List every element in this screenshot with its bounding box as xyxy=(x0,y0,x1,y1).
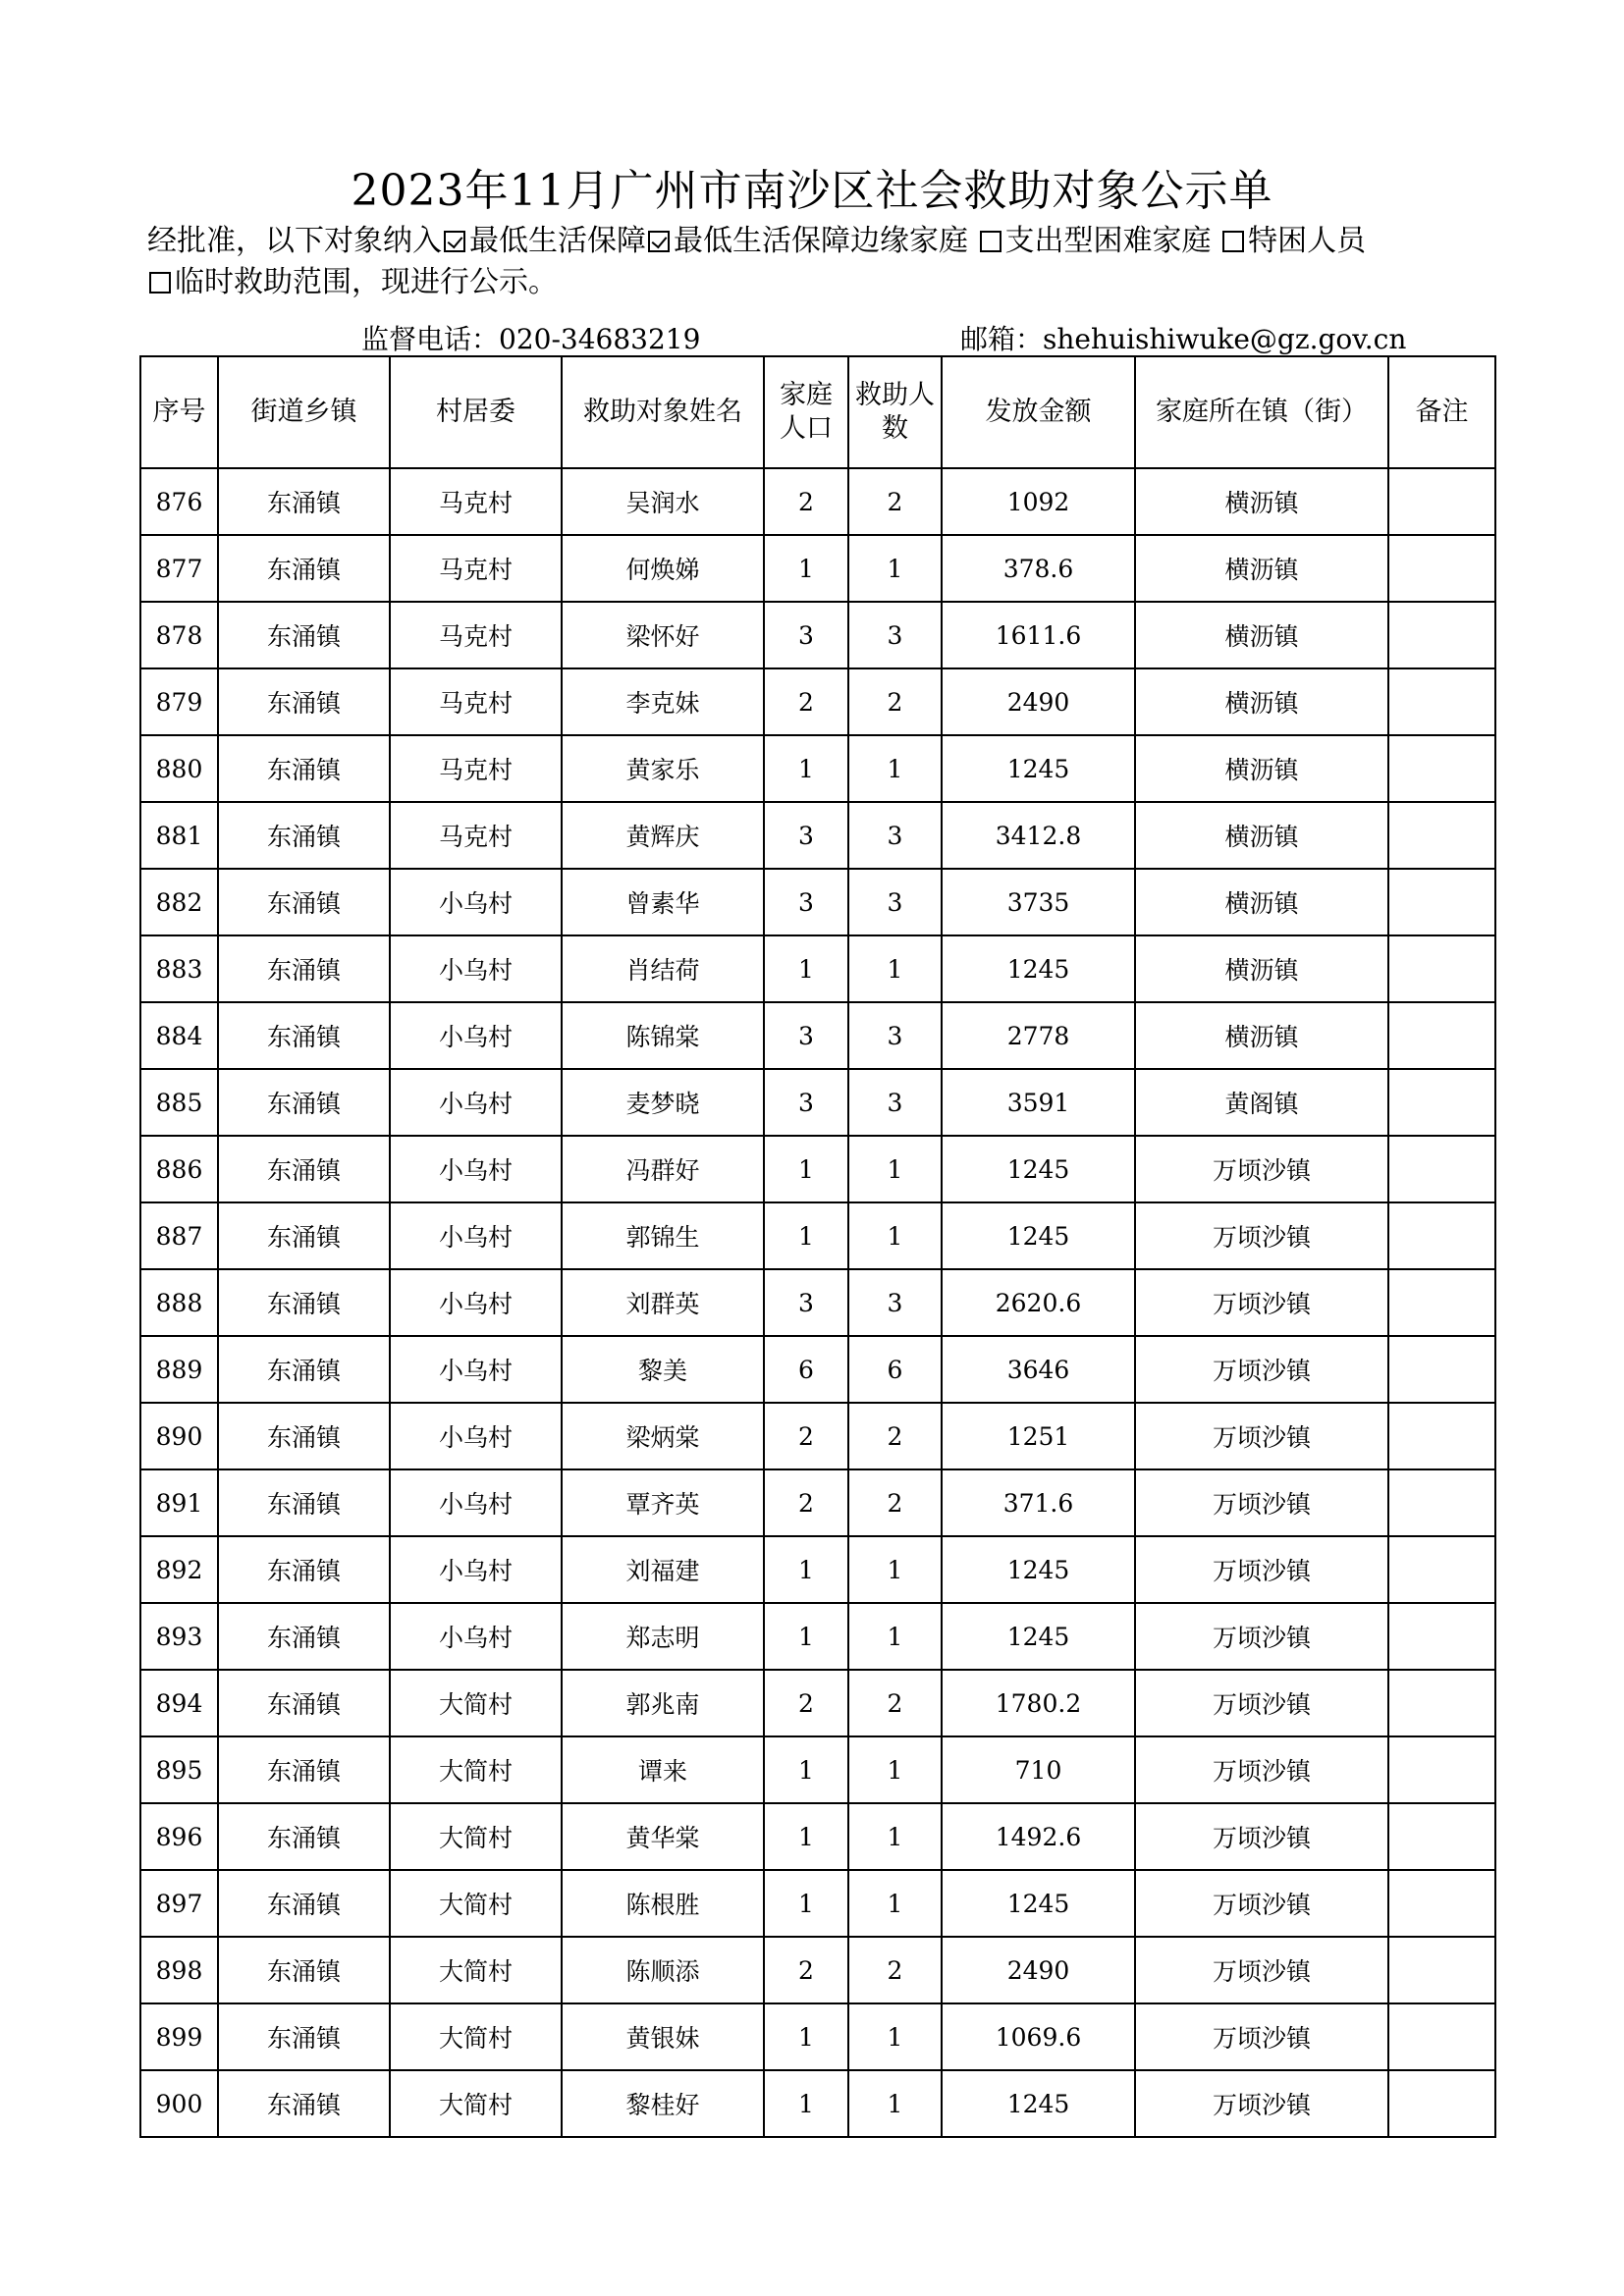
cell-remarks xyxy=(1388,1202,1495,1269)
cell-subdistrict: 东涌镇 xyxy=(218,1336,390,1403)
cell-recipient-name: 陈根胜 xyxy=(562,1870,764,1937)
cell-subdistrict: 东涌镇 xyxy=(218,1269,390,1336)
cell-recipient-name: 黄银妹 xyxy=(562,2003,764,2070)
cell-remarks xyxy=(1388,1136,1495,1202)
cell-aided-count: 1 xyxy=(848,935,942,1002)
cell-amount: 1245 xyxy=(942,935,1135,1002)
header-home-town: 家庭所在镇（街） xyxy=(1135,356,1388,468)
cell-home-town: 万顷沙镇 xyxy=(1135,1403,1388,1469)
header-aided-count: 救助人 数 xyxy=(848,356,942,468)
cell-subdistrict: 东涌镇 xyxy=(218,1937,390,2003)
cell-subdistrict: 东涌镇 xyxy=(218,1870,390,1937)
cell-serial: 890 xyxy=(140,1403,218,1469)
cell-household-size: 3 xyxy=(764,1002,848,1069)
cell-subdistrict: 东涌镇 xyxy=(218,735,390,802)
cell-remarks xyxy=(1388,1870,1495,1937)
cell-serial: 881 xyxy=(140,802,218,869)
cell-amount: 378.6 xyxy=(942,535,1135,602)
cell-aided-count: 1 xyxy=(848,1202,942,1269)
table-row xyxy=(140,1937,1495,2003)
table-row xyxy=(140,668,1495,735)
cell-remarks xyxy=(1388,468,1495,535)
cell-remarks xyxy=(1388,1937,1495,2003)
cell-subdistrict: 东涌镇 xyxy=(218,869,390,935)
cell-aided-count: 2 xyxy=(848,1469,942,1536)
cell-subdistrict: 东涌镇 xyxy=(218,602,390,668)
cell-village: 小乌村 xyxy=(390,1469,562,1536)
cell-household-size: 1 xyxy=(764,935,848,1002)
cell-subdistrict: 东涌镇 xyxy=(218,1136,390,1202)
header-remarks: 备注 xyxy=(1388,356,1495,468)
cell-village: 小乌村 xyxy=(390,869,562,935)
header-village: 村居委 xyxy=(390,356,562,468)
cell-amount: 1092 xyxy=(942,468,1135,535)
cell-remarks xyxy=(1388,1736,1495,1803)
cell-amount: 3735 xyxy=(942,869,1135,935)
cell-recipient-name: 黄华棠 xyxy=(562,1803,764,1870)
cell-home-town: 万顷沙镇 xyxy=(1135,1469,1388,1536)
cell-amount: 1245 xyxy=(942,1202,1135,1269)
cell-subdistrict: 东涌镇 xyxy=(218,1603,390,1670)
cell-home-town: 横沥镇 xyxy=(1135,802,1388,869)
cell-serial: 886 xyxy=(140,1136,218,1202)
cell-subdistrict: 东涌镇 xyxy=(218,1536,390,1603)
cell-village: 马克村 xyxy=(390,735,562,802)
cell-home-town: 万顷沙镇 xyxy=(1135,2003,1388,2070)
cell-remarks xyxy=(1388,2070,1495,2137)
intro-item-label: 支出型困难家庭 xyxy=(1004,224,1212,258)
cell-village: 小乌村 xyxy=(390,1603,562,1670)
cell-remarks xyxy=(1388,1670,1495,1736)
cell-amount: 1245 xyxy=(942,1603,1135,1670)
cell-household-size: 3 xyxy=(764,1269,848,1336)
cell-recipient-name: 黎桂好 xyxy=(562,2070,764,2137)
cell-aided-count: 1 xyxy=(848,535,942,602)
cell-serial: 884 xyxy=(140,1002,218,1069)
checkbox-icon-special-hardship xyxy=(1222,231,1244,252)
cell-village: 小乌村 xyxy=(390,1269,562,1336)
cell-serial: 888 xyxy=(140,1269,218,1336)
table-row xyxy=(140,1536,1495,1603)
table-row xyxy=(140,1136,1495,1202)
cell-remarks xyxy=(1388,869,1495,935)
cell-aided-count: 1 xyxy=(848,1603,942,1670)
cell-home-town: 万顷沙镇 xyxy=(1135,1269,1388,1336)
table-row xyxy=(140,935,1495,1002)
cell-remarks xyxy=(1388,1403,1495,1469)
table-row xyxy=(140,1336,1495,1403)
cell-serial: 878 xyxy=(140,602,218,668)
table-row xyxy=(140,1269,1495,1336)
cell-village: 马克村 xyxy=(390,802,562,869)
table-row xyxy=(140,1803,1495,1870)
table-row xyxy=(140,735,1495,802)
cell-recipient-name: 黎美 xyxy=(562,1336,764,1403)
cell-amount: 1245 xyxy=(942,735,1135,802)
cell-recipient-name: 梁怀好 xyxy=(562,602,764,668)
page-title: 2023年11月广州市南沙区社会救助对象公示单 xyxy=(351,166,1273,216)
cell-aided-count: 1 xyxy=(848,1536,942,1603)
cell-village: 小乌村 xyxy=(390,1136,562,1202)
table-row xyxy=(140,869,1495,935)
cell-home-town: 万顷沙镇 xyxy=(1135,1136,1388,1202)
cell-aided-count: 1 xyxy=(848,2070,942,2137)
table-row xyxy=(140,2070,1495,2137)
cell-remarks xyxy=(1388,802,1495,869)
cell-household-size: 1 xyxy=(764,1870,848,1937)
cell-aided-count: 3 xyxy=(848,1269,942,1336)
cell-household-size: 2 xyxy=(764,468,848,535)
table-row xyxy=(140,1069,1495,1136)
intro-line-2 xyxy=(147,263,1502,302)
cell-home-town: 万顷沙镇 xyxy=(1135,1603,1388,1670)
cell-household-size: 1 xyxy=(764,1803,848,1870)
cell-subdistrict: 东涌镇 xyxy=(218,1803,390,1870)
cell-amount: 2620.6 xyxy=(942,1269,1135,1336)
table-row xyxy=(140,802,1495,869)
cell-serial: 879 xyxy=(140,668,218,735)
aid-recipients-table xyxy=(139,355,1496,2138)
table-header-row xyxy=(140,356,1495,468)
cell-village: 大简村 xyxy=(390,1736,562,1803)
cell-household-size: 1 xyxy=(764,1136,848,1202)
cell-serial: 887 xyxy=(140,1202,218,1269)
cell-serial: 899 xyxy=(140,2003,218,2070)
cell-home-town: 横沥镇 xyxy=(1135,668,1388,735)
cell-household-size: 3 xyxy=(764,869,848,935)
cell-amount: 3591 xyxy=(942,1069,1135,1136)
cell-village: 小乌村 xyxy=(390,1336,562,1403)
cell-amount: 1245 xyxy=(942,1536,1135,1603)
cell-serial: 877 xyxy=(140,535,218,602)
cell-recipient-name: 郭兆南 xyxy=(562,1670,764,1736)
cell-subdistrict: 东涌镇 xyxy=(218,1403,390,1469)
cell-recipient-name: 覃齐英 xyxy=(562,1469,764,1536)
cell-household-size: 2 xyxy=(764,1469,848,1536)
intro-item-label: 最低生活保障 xyxy=(469,224,646,258)
cell-serial: 895 xyxy=(140,1736,218,1803)
checkbox-icon-minimum-living xyxy=(444,231,465,252)
cell-recipient-name: 李克妹 xyxy=(562,668,764,735)
intro-item-label: 特困人员 xyxy=(1248,224,1367,258)
cell-subdistrict: 东涌镇 xyxy=(218,1002,390,1069)
cell-home-town: 黄阁镇 xyxy=(1135,1069,1388,1136)
cell-recipient-name: 陈顺添 xyxy=(562,1937,764,2003)
cell-remarks xyxy=(1388,668,1495,735)
cell-household-size: 2 xyxy=(764,668,848,735)
cell-subdistrict: 东涌镇 xyxy=(218,802,390,869)
cell-amount: 1492.6 xyxy=(942,1803,1135,1870)
cell-aided-count: 2 xyxy=(848,1937,942,2003)
cell-recipient-name: 黄辉庆 xyxy=(562,802,764,869)
cell-serial: 900 xyxy=(140,2070,218,2137)
intro-item-label: 最低生活保障边缘家庭 xyxy=(674,224,968,258)
cell-subdistrict: 东涌镇 xyxy=(218,535,390,602)
cell-household-size: 6 xyxy=(764,1336,848,1403)
table-row xyxy=(140,2003,1495,2070)
cell-serial: 880 xyxy=(140,735,218,802)
cell-aided-count: 2 xyxy=(848,1670,942,1736)
cell-village: 小乌村 xyxy=(390,1202,562,1269)
cell-remarks xyxy=(1388,1002,1495,1069)
cell-remarks xyxy=(1388,935,1495,1002)
cell-remarks xyxy=(1388,1603,1495,1670)
cell-home-town: 横沥镇 xyxy=(1135,735,1388,802)
header-household-size: 家庭 人口 xyxy=(764,356,848,468)
cell-remarks xyxy=(1388,2003,1495,2070)
cell-subdistrict: 东涌镇 xyxy=(218,2070,390,2137)
cell-amount: 371.6 xyxy=(942,1469,1135,1536)
cell-serial: 889 xyxy=(140,1336,218,1403)
cell-recipient-name: 郭锦生 xyxy=(562,1202,764,1269)
cell-home-town: 万顷沙镇 xyxy=(1135,1536,1388,1603)
cell-amount: 710 xyxy=(942,1736,1135,1803)
cell-household-size: 3 xyxy=(764,602,848,668)
cell-household-size: 1 xyxy=(764,2003,848,2070)
table-row xyxy=(140,1603,1495,1670)
cell-household-size: 1 xyxy=(764,1736,848,1803)
cell-home-town: 横沥镇 xyxy=(1135,535,1388,602)
cell-aided-count: 3 xyxy=(848,802,942,869)
cell-household-size: 1 xyxy=(764,1603,848,1670)
cell-aided-count: 3 xyxy=(848,602,942,668)
cell-aided-count: 6 xyxy=(848,1336,942,1403)
cell-amount: 1245 xyxy=(942,1870,1135,1937)
header-subdistrict: 街道乡镇 xyxy=(218,356,390,468)
cell-aided-count: 3 xyxy=(848,1002,942,1069)
cell-aided-count: 2 xyxy=(848,468,942,535)
cell-village: 小乌村 xyxy=(390,1403,562,1469)
cell-amount: 1069.6 xyxy=(942,2003,1135,2070)
supervision-phone: 监督电话：020-34683219 xyxy=(361,323,701,355)
cell-amount: 1245 xyxy=(942,1136,1135,1202)
cell-remarks xyxy=(1388,1469,1495,1536)
cell-subdistrict: 东涌镇 xyxy=(218,935,390,1002)
table-row xyxy=(140,1403,1495,1469)
cell-aided-count: 3 xyxy=(848,869,942,935)
table-row xyxy=(140,1202,1495,1269)
cell-recipient-name: 冯群好 xyxy=(562,1136,764,1202)
contact-email: 邮箱：shehuishiwuke@gz.gov.cn xyxy=(960,323,1407,355)
cell-home-town: 横沥镇 xyxy=(1135,935,1388,1002)
cell-village: 大简村 xyxy=(390,1803,562,1870)
cell-aided-count: 1 xyxy=(848,735,942,802)
cell-aided-count: 3 xyxy=(848,1069,942,1136)
cell-subdistrict: 东涌镇 xyxy=(218,1670,390,1736)
cell-remarks xyxy=(1388,602,1495,668)
table-row xyxy=(140,1870,1495,1937)
cell-serial: 892 xyxy=(140,1536,218,1603)
table-row xyxy=(140,535,1495,602)
cell-recipient-name: 麦梦晓 xyxy=(562,1069,764,1136)
cell-recipient-name: 郑志明 xyxy=(562,1603,764,1670)
table-row xyxy=(140,1736,1495,1803)
cell-amount: 2490 xyxy=(942,668,1135,735)
cell-recipient-name: 肖结荷 xyxy=(562,935,764,1002)
cell-recipient-name: 梁炳棠 xyxy=(562,1403,764,1469)
cell-remarks xyxy=(1388,1536,1495,1603)
cell-subdistrict: 东涌镇 xyxy=(218,1469,390,1536)
cell-recipient-name: 黄家乐 xyxy=(562,735,764,802)
cell-village: 马克村 xyxy=(390,602,562,668)
cell-home-town: 横沥镇 xyxy=(1135,1002,1388,1069)
cell-aided-count: 2 xyxy=(848,668,942,735)
cell-recipient-name: 陈锦棠 xyxy=(562,1002,764,1069)
cell-household-size: 1 xyxy=(764,1536,848,1603)
cell-household-size: 1 xyxy=(764,2070,848,2137)
cell-home-town: 万顷沙镇 xyxy=(1135,1736,1388,1803)
header-amount: 发放金额 xyxy=(942,356,1135,468)
cell-amount: 2778 xyxy=(942,1002,1135,1069)
table-row xyxy=(140,602,1495,668)
cell-household-size: 2 xyxy=(764,1937,848,2003)
cell-recipient-name: 刘福建 xyxy=(562,1536,764,1603)
cell-village: 小乌村 xyxy=(390,1536,562,1603)
cell-remarks xyxy=(1388,1269,1495,1336)
cell-village: 大简村 xyxy=(390,2003,562,2070)
cell-subdistrict: 东涌镇 xyxy=(218,468,390,535)
cell-household-size: 3 xyxy=(764,1069,848,1136)
header-serial: 序号 xyxy=(140,356,218,468)
cell-home-town: 横沥镇 xyxy=(1135,869,1388,935)
cell-recipient-name: 吴润水 xyxy=(562,468,764,535)
cell-village: 大简村 xyxy=(390,2070,562,2137)
cell-serial: 891 xyxy=(140,1469,218,1536)
cell-aided-count: 2 xyxy=(848,1403,942,1469)
cell-amount: 1780.2 xyxy=(942,1670,1135,1736)
cell-subdistrict: 东涌镇 xyxy=(218,1736,390,1803)
cell-serial: 893 xyxy=(140,1603,218,1670)
cell-subdistrict: 东涌镇 xyxy=(218,2003,390,2070)
cell-home-town: 万顷沙镇 xyxy=(1135,2070,1388,2137)
cell-serial: 896 xyxy=(140,1803,218,1870)
cell-household-size: 1 xyxy=(764,735,848,802)
cell-remarks xyxy=(1388,735,1495,802)
cell-remarks xyxy=(1388,1803,1495,1870)
table-row xyxy=(140,1002,1495,1069)
cell-amount: 3412.8 xyxy=(942,802,1135,869)
cell-remarks xyxy=(1388,1069,1495,1136)
cell-village: 大简村 xyxy=(390,1670,562,1736)
cell-aided-count: 1 xyxy=(848,2003,942,2070)
cell-village: 小乌村 xyxy=(390,935,562,1002)
table-row xyxy=(140,468,1495,535)
cell-subdistrict: 东涌镇 xyxy=(218,1069,390,1136)
cell-serial: 882 xyxy=(140,869,218,935)
cell-household-size: 2 xyxy=(764,1403,848,1469)
intro-item-label: 临时救助范围，现进行公示。 xyxy=(175,265,558,299)
table-body xyxy=(140,468,1495,2137)
cell-home-town: 万顷沙镇 xyxy=(1135,1870,1388,1937)
table-row xyxy=(140,1670,1495,1736)
cell-village: 马克村 xyxy=(390,535,562,602)
cell-home-town: 万顷沙镇 xyxy=(1135,1336,1388,1403)
cell-amount: 3646 xyxy=(942,1336,1135,1403)
cell-village: 小乌村 xyxy=(390,1002,562,1069)
cell-aided-count: 1 xyxy=(848,1736,942,1803)
cell-amount: 2490 xyxy=(942,1937,1135,2003)
cell-home-town: 万顷沙镇 xyxy=(1135,1202,1388,1269)
cell-remarks xyxy=(1388,1336,1495,1403)
intro-prefix: 经批准，以下对象纳入 xyxy=(147,224,442,258)
checkbox-icon-temporary-aid xyxy=(149,272,171,294)
cell-home-town: 万顷沙镇 xyxy=(1135,1670,1388,1736)
cell-serial: 883 xyxy=(140,935,218,1002)
cell-home-town: 万顷沙镇 xyxy=(1135,1803,1388,1870)
table-row xyxy=(140,1469,1495,1536)
checkbox-icon-expenditure-hardship xyxy=(980,231,1001,252)
cell-household-size: 1 xyxy=(764,535,848,602)
cell-serial: 897 xyxy=(140,1870,218,1937)
cell-village: 小乌村 xyxy=(390,1069,562,1136)
cell-aided-count: 1 xyxy=(848,1870,942,1937)
cell-village: 马克村 xyxy=(390,468,562,535)
intro-line-1 xyxy=(147,222,1502,261)
cell-village: 马克村 xyxy=(390,668,562,735)
cell-household-size: 1 xyxy=(764,1202,848,1269)
cell-amount: 1251 xyxy=(942,1403,1135,1469)
cell-recipient-name: 何焕娣 xyxy=(562,535,764,602)
cell-recipient-name: 曾素华 xyxy=(562,869,764,935)
cell-serial: 894 xyxy=(140,1670,218,1736)
cell-recipient-name: 刘群英 xyxy=(562,1269,764,1336)
cell-village: 大简村 xyxy=(390,1937,562,2003)
header-recipient-name: 救助对象姓名 xyxy=(562,356,764,468)
checkbox-icon-marginal-family xyxy=(648,231,670,252)
cell-home-town: 横沥镇 xyxy=(1135,602,1388,668)
cell-recipient-name: 谭来 xyxy=(562,1736,764,1803)
cell-amount: 1611.6 xyxy=(942,602,1135,668)
cell-home-town: 万顷沙镇 xyxy=(1135,1937,1388,2003)
cell-serial: 898 xyxy=(140,1937,218,2003)
cell-subdistrict: 东涌镇 xyxy=(218,668,390,735)
cell-home-town: 横沥镇 xyxy=(1135,468,1388,535)
cell-aided-count: 1 xyxy=(848,1803,942,1870)
cell-household-size: 2 xyxy=(764,1670,848,1736)
cell-remarks xyxy=(1388,535,1495,602)
cell-serial: 885 xyxy=(140,1069,218,1136)
cell-village: 大简村 xyxy=(390,1870,562,1937)
cell-subdistrict: 东涌镇 xyxy=(218,1202,390,1269)
cell-serial: 876 xyxy=(140,468,218,535)
cell-aided-count: 1 xyxy=(848,1136,942,1202)
cell-household-size: 3 xyxy=(764,802,848,869)
cell-amount: 1245 xyxy=(942,2070,1135,2137)
